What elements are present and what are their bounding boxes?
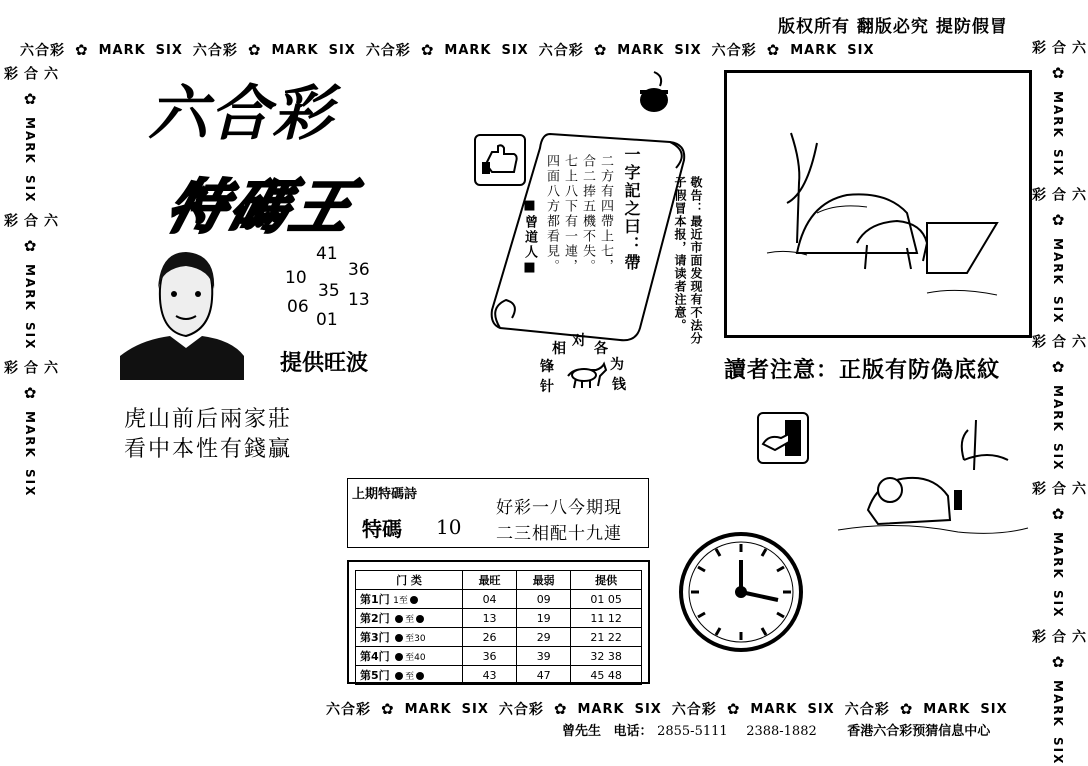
flower-icon: ✿ [1051,652,1065,671]
border-six: SIX [23,174,37,204]
provide-num: 22 [607,630,622,644]
provide-num: 32 [590,649,605,663]
last-poem-line-2: 二三相配十九連 [496,524,622,544]
top-border-strip [20,38,1060,62]
border-six: SIX [634,701,662,717]
provide-num: 21 [590,630,605,644]
last-poem-box [347,478,649,548]
border-six: SIX [501,42,529,58]
number-5: 13 [348,290,370,310]
border-six: SIX [674,42,702,58]
hot-cell: 13 [463,609,517,628]
border-mark: MARK [923,701,971,717]
hot-cell: 36 [463,647,517,666]
footer-name: 曾先生 [562,724,602,739]
flower-icon: ✿ [23,384,37,403]
flower-icon: ✿ [75,40,89,59]
title-sub: 特碼王 [159,173,364,241]
border-six: SIX [847,42,875,58]
left-border-strip [2,66,58,498]
scroll-poem-line: 七上八下有一連， [562,154,577,274]
border-logo: 六合彩 [365,43,411,59]
border-mark: MARK [444,42,492,58]
flower-icon: ✿ [23,237,37,256]
door-label: 第1门 [360,593,390,606]
last-poem-line-1: 好彩一八今期現 [496,498,622,518]
riddle-line-2: 看中本性有錢贏 [124,437,293,462]
scroll-poem-line: 合二捧五機不失。 [580,154,595,274]
provide-num: 12 [607,611,622,625]
number-4: 35 [318,281,340,301]
border-logo: 六合彩 [538,43,584,59]
scroll-poem-line: 二方有四帶上七， [598,154,613,274]
number-2: 36 [348,260,370,280]
title-sub-box [159,160,460,241]
border-six: SIX [461,701,489,717]
bottom-border-strip [326,697,1060,721]
dot-icon [416,672,424,680]
dot-icon [395,634,403,642]
border-logo: 六合彩 [1030,334,1086,351]
scroll-heading-text: 一字記之曰： [622,146,641,254]
border-mark: MARK [1051,91,1065,139]
riddle-word: 对 [572,333,586,349]
flower-icon: ✿ [1051,64,1065,82]
border-logo: 六合彩 [326,702,371,718]
border-mark: MARK [1051,238,1065,286]
scroll-heading [620,146,643,272]
border-logo: 六合彩 [1030,481,1086,498]
table-header: 最旺 [463,571,517,590]
riddle-word: 针 [540,379,554,395]
border-six: SIX [980,701,1008,717]
border-mark: MARK [750,701,798,717]
poem-scroll [490,128,700,348]
cold-cell: 19 [517,609,571,628]
table-row [356,666,642,685]
border-logo: 六合彩 [1030,628,1086,645]
provide-num: 38 [607,649,622,663]
provide-cell [571,666,642,685]
door-label: 第4门 [360,650,390,663]
border-mark: MARK [404,701,452,717]
border-logo: 六合彩 [20,43,65,59]
riddle-word: 钱 [612,377,626,393]
number-7: 01 [316,310,338,330]
flower-icon: ✿ [420,40,435,59]
border-six: SIX [1051,737,1065,766]
number-6: 06 [287,297,309,317]
flower-icon: ✿ [766,40,781,59]
border-logo: 六合彩 [711,43,757,59]
cold-cell: 29 [517,628,571,647]
rock-animal-illustration [727,73,1029,335]
warning-note: 敬告：最近市面发现有不法分子假冒本报，请读者注意。 [673,176,703,345]
table-row [356,609,642,628]
phone-hand-icon [757,412,809,464]
cold-cell: 39 [517,647,571,666]
dot-icon [395,672,403,680]
door-table-box [347,560,650,684]
flower-icon: ✿ [1051,211,1065,230]
border-logo: 六合彩 [2,66,58,82]
door-cell [356,628,463,647]
flower-icon: ✿ [553,699,568,718]
provide-num: 45 [590,668,605,682]
table-header: 最弱 [517,571,571,590]
border-six: SIX [328,42,356,58]
right-border-strip [1030,40,1086,766]
scroll-answer: 帶 [622,254,641,272]
border-mark: MARK [1051,679,1065,728]
provide-num: 05 [607,592,622,606]
provide-num: 48 [607,668,622,682]
border-six: SIX [23,321,37,351]
last-poem-label: 上期特碼詩 [352,487,418,502]
range-b: 至 [405,615,415,625]
scroll-poem-line: 四面八方都看見。 [544,154,559,274]
border-six: SIX [1051,590,1065,619]
provide-num: 11 [590,611,605,625]
border-six: SIX [807,701,835,717]
footer-phone-1: 2855-5111 [657,724,728,739]
range-b: 至30 [405,634,426,644]
portrait-photo [120,244,244,380]
border-six: SIX [23,469,37,498]
goat-icon [562,360,608,396]
flower-icon: ✿ [23,90,37,108]
range-b: 至40 [405,653,426,663]
border-mark: MARK [1051,385,1065,434]
border-six: SIX [155,42,183,58]
border-logo: 六合彩 [2,360,58,377]
riddle-word: 各 [594,341,608,357]
cold-cell: 09 [517,590,571,609]
flower-icon: ✿ [899,699,914,718]
border-mark: MARK [577,701,625,717]
border-six: SIX [1051,148,1065,178]
door-label: 第5门 [360,669,390,682]
dot-icon [416,615,424,623]
tema-value: 10 [436,515,462,539]
provide-cell [571,609,642,628]
pot-icon [634,70,674,124]
border-logo: 六合彩 [1030,40,1086,56]
border-six: SIX [1051,443,1065,472]
border-six: SIX [1051,295,1065,325]
border-mark: MARK [1051,532,1065,581]
riddle-line-1: 虎山前后兩家莊 [124,407,293,432]
flower-icon: ✿ [593,40,608,59]
border-mark: MARK [790,42,838,58]
scroll-poem [542,154,614,274]
border-logo: 六合彩 [2,213,58,230]
top-notice: 版权所有 翻版必究 提防假冒 [778,17,1008,37]
dot-icon [395,653,403,661]
border-logo: 六合彩 [192,43,238,59]
hot-cell: 26 [463,628,517,647]
footer-phone-2: 2388-1882 [746,724,817,739]
door-cell [356,609,463,628]
tema-label: 特碼 [362,517,402,541]
hot-cell: 43 [463,666,517,685]
provide-cell [571,590,642,609]
cold-cell: 47 [517,666,571,685]
number-3: 10 [285,268,307,288]
footer [562,720,1042,740]
number-1: 41 [316,244,338,264]
border-mark: MARK [23,117,37,165]
door-table [355,570,642,685]
door-label: 第3门 [360,631,390,644]
border-logo: 六合彩 [844,702,890,718]
border-logo: 六合彩 [1030,187,1086,204]
range-a: 1 [393,596,399,606]
flower-icon: ✿ [726,699,741,718]
range-b: 至 [405,672,415,682]
hot-cell: 04 [463,590,517,609]
border-logo: 六合彩 [671,702,717,718]
riddle-word: 相 [552,341,566,357]
reader-notice: 讀者注意：正版有防偽底紋 [724,358,1001,383]
table-header: 提供 [571,571,642,590]
provide-cell [571,628,642,647]
flower-icon: ✿ [381,699,395,718]
border-mark: MARK [23,264,37,312]
dot-icon [395,615,403,623]
flower-icon: ✿ [1051,358,1065,377]
range-b: 至 [398,596,408,606]
door-label: 第2门 [360,612,390,625]
tiger-illustration [838,420,1030,544]
riddle-word: 锋 [540,359,554,375]
door-cell [356,647,463,666]
footer-phone-label: 电话： [613,724,653,739]
border-mark: MARK [98,42,146,58]
title-main: 六合彩 [148,79,334,149]
door-cell [356,590,463,609]
provide-num: 01 [590,592,605,606]
flower-icon: ✿ [247,40,262,59]
border-logo: 六合彩 [498,702,544,718]
table-row [356,590,642,609]
border-mark: MARK [23,411,37,460]
table-header-row [356,571,642,590]
table-header: 门 类 [356,571,463,590]
border-mark: MARK [271,42,319,58]
table-row [356,647,642,666]
scroll-signature: ■曾道人■ [522,198,537,277]
door-cell [356,666,463,685]
border-mark: MARK [617,42,665,58]
clock-icon [676,530,806,658]
provide-cell [571,647,642,666]
footer-org: 香港六合彩预猜信息中心 [847,724,991,739]
riddle-word: 为 [610,357,624,373]
provider-label: 提供旺波 [280,351,369,376]
table-row [356,628,642,647]
flower-icon: ✿ [1051,505,1065,524]
dot-icon [410,596,418,604]
picture-frame [724,70,1032,338]
